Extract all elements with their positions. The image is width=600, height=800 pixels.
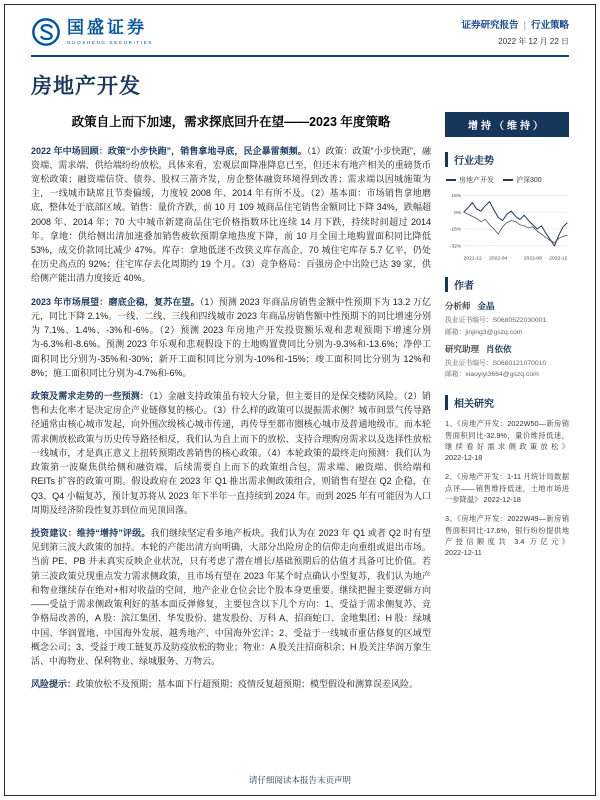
author-email: 邮箱：xiaoyiyi3664@gszq.com <box>445 371 539 378</box>
chart-legend <box>446 175 569 185</box>
report-date: 2022 年 12 月 22 日 <box>498 37 569 46</box>
author-row <box>445 300 569 312</box>
industry-trend-chart <box>445 188 569 262</box>
industry-trend-title: 行业走势 <box>445 152 569 167</box>
related-research-title: 相关研究 <box>445 395 569 410</box>
authors-title: 作者 <box>445 277 569 292</box>
author-role: 研究助理 <box>445 343 480 354</box>
paragraph-review-2022 <box>31 144 431 286</box>
paragraph-investment-advice <box>31 526 431 668</box>
legend-label: 房地产开发 <box>459 177 494 184</box>
rating-badge: 增持（维持） <box>445 112 569 137</box>
report-category: 行业策略 <box>530 20 569 31</box>
paragraph-lead: 风险提示： <box>31 679 77 690</box>
paragraph-text: 我们继续坚定看多地产板块。我们认为在 2023 年 Q1 或者 Q2 时有望见到第三波大政策的加持。本轮的产能出清方向明确，大部分出险房企的信仰走向重组或退出市场。当前 PE、PB 并未真实反映企业状况，只有考虑了潜在增长/基础预期后的估值才具备可比价值。若第三波政策兑现重点发力需求侧政策，且市场有望在 2023 年某个时点确认小型复苏，我们认为地产和物业继续存在绝对+相对收益的空间，地产企业仓位会比个股本身更重要。继续把握主要逻辑方向——受益于需求侧政策利好的基本面反弹修复，主要包含以下几个方向：1、受益于需求侧复苏、竞争格局改善的，A 股：滨江集团、华发股份、建发股份、万科 A、招商蛇口、金地集团；H 股：绿城中国、华润置地、中国海外发展、越秀地产、中国海外宏洋；2、受益于一线城市重估修复的区域型概念公司；3、受益于竣工链复苏及防疫放松的物业；物业：A 股关注招商积余；H 股关注华润万象生活、中海物业、保利物业、绿城服务、万物云。 <box>31 527 432 666</box>
paragraph-text: 政策放松不及预期；基本面下行超预期；疫情反复超预期；模型假设和测算误差风险。 <box>76 679 419 690</box>
research-text: 1、《房地产开发：2022W50—新房销售面积同比-32.9%，量价维持低迷，继续看好需求侧政策放松》 <box>445 419 569 451</box>
research-date: 2022-12-18 <box>483 494 521 504</box>
author-assistant <box>445 343 569 380</box>
svg-text:-32%: -32% <box>449 244 462 250</box>
guosheng-logo <box>31 17 153 47</box>
svg-text:2022-08: 2022-08 <box>523 256 542 262</box>
legend-swatch-csi300 <box>503 179 513 181</box>
related-research-item <box>445 418 569 463</box>
legend-label: 沪深300 <box>516 177 542 184</box>
related-research-item <box>445 471 569 505</box>
author-name: 肖依依 <box>486 343 512 354</box>
legend-item-csi300 <box>503 175 542 185</box>
author-cert: 执业证书编号：S0680522030001 <box>445 317 547 325</box>
author-cert: 执业证书编号：S0680121070010 <box>445 359 547 367</box>
paragraph-lead: 政策及需求走势的一些预测： <box>31 391 149 401</box>
author-email: 邮箱：jinjing3@gszq.com <box>445 328 523 336</box>
svg-text:16%: 16% <box>451 194 462 200</box>
legend-item-real-estate <box>446 175 494 185</box>
divider: | <box>523 20 526 31</box>
paragraph-text: （1）预测 2023 年商品房销售金额中性预期下为 13.2 万亿元，同比下降 2.1%。一线、二线、三线和四线城市 2023 年商品房销售额中性预期下的同比增速分别为 7.1%、1.4%、-3%和-6%。（2）预测 2023 年房地产开发投资额乐观和悲观预期下增速分别为-6.3%和-8.6%。预测 2023 年乐观和悲观假设下的土地购置费同比分别为-9.3%和-13.6%；净停工面积同比分别为-35%和-30%；新开工面积同比分别为-10%和-15%；竣工面积同比分别为 12%和 8%；施工面积同比分别为-4.7%和-6%。 <box>31 296 432 378</box>
paragraph-outlook-2023 <box>31 295 431 380</box>
author-role: 分析师 <box>445 301 471 312</box>
report-subtitle: 政策自上而下加速，需求探底回升在望——2023 年度策略 <box>71 115 391 129</box>
svg-text:2022-12: 2022-12 <box>549 256 568 262</box>
footer-disclaimer: 请仔细阅读本报告末页声明 <box>248 775 351 785</box>
paragraph-lead: 2022 年中场回顾：政策“小步快跑”，销售拿地寻底，民企暴雷频频。 <box>31 145 307 156</box>
research-text: 2、《房地产开发：1-11 月统计局数据点评——销售维持低迷，土地市场进一步降温》 <box>445 472 569 504</box>
related-research-item <box>445 513 569 558</box>
logo-text: 国盛证券 <box>67 18 147 38</box>
legend-swatch-real-estate <box>446 179 456 181</box>
paragraph-lead: 2023 年市场展望：磨底企稳，复苏在望。 <box>31 296 200 307</box>
paragraph-risk-warning <box>31 677 431 691</box>
paragraph-lead: 投资建议：维持“增持”评级。 <box>31 527 151 538</box>
main-column <box>31 110 431 700</box>
paragraph-text: （1）政策：政策“小步快跑”，融资端、需求端、供给端纷纷放松。具体来看，宏观层面降准降息已至，但还未有地产相关的重磅货币宽松政策；融资端信贷、债券、股权三箭齐发，房企整体融资环境得到改善；需求端以因城施策为主，一线城市缺席且节奏偏缓，力度较 2008 年、2014 年有所不及。（2）基本面：市场销售拿地磨底，整体处于底部区域。销售：量价齐跌，前 10 月 109 城商品住宅销售金额同比下降 34%，跌幅超 2008 年、2014 年；70 大中城市新建商品住宅价格指数环比连续 14 月下跌，持续时间超过 2014 年。拿地：供给侧出清加速叠加销售疲软预期拿地热度下降，前 10 月全国土地购置面积同比降低 53%，成交价款同比减少 47%。库存：拿地低迷不改狭义库存高企，70 城住宅库存 5.7 亿平，仍处在历史高点的 92%；住宅库存去化周期约 19 个月。（3）竞争格局：百强房企中出险已达 39 家，供给侧产能出清力度接近 40%。 <box>31 145 431 284</box>
author-row <box>445 343 569 355</box>
report-type: 证券研究报告 <box>461 20 519 31</box>
logo-subtext: GUOSHENG SECURITIES <box>67 39 154 45</box>
research-date: 2022-12-18 <box>445 453 483 463</box>
report-header <box>31 17 569 57</box>
logo-text-block <box>67 19 153 45</box>
page-title: 房地产开发 <box>31 75 141 98</box>
paragraph-text: （1）金融支持政策虽有较大分量，但主要目的是保交楼防风险。（2）销售和去化率才是决定房企产业链修复的核心。（3）什么样的政策可以提振需求侧？城市间景气传导路径通常由核心城市发起，向外围次级核心城市传递，再传导至都市圈核心城市及普通地级市。而本轮需求侧放松政策与历史传导路径相反，我们认为自上而下的放松、支持合理购房需求以及选择性放松一线城市，才是真正意义上扭转预期改善销售的核心政策。（4）本轮政策的最终走向预测：我们认为政策第一波聚焦供给侧和融资端，后续需要自上而下的政策组合包，需求端、融资端、供给端和 REITs 扩容的政策可期。假设政府在 2023 年 Q1 推出需求侧政策组合，则销售有望在 Q2 企稳，在 Q3、Q4 小幅复苏，预计复苏将从 2023 年下半年一直持续到 2024 年。而到 2025 年有可能因为人口周期及经济阶段性复苏到位而见顶回落。 <box>31 391 431 515</box>
content <box>31 110 569 700</box>
header-meta <box>462 17 570 47</box>
author-analyst <box>445 300 569 337</box>
svg-text:-16%: -16% <box>449 227 462 233</box>
report-type-line <box>462 17 570 31</box>
report-page <box>4 4 596 796</box>
svg-text:2021-12: 2021-12 <box>463 256 482 262</box>
guosheng-logo-icon <box>31 17 61 47</box>
svg-text:2022-04: 2022-04 <box>489 256 508 262</box>
svg-text:0%: 0% <box>454 210 462 216</box>
author-name: 金晶 <box>477 301 495 312</box>
sidebar <box>445 110 569 700</box>
research-text: 3、《房地产开发：2022W49—新房销售面积同比-17.6%，银行纷纷提供地产授信额度共 3.4 万亿元》 <box>445 514 569 546</box>
research-date: 2022-12-11 <box>445 548 482 558</box>
paragraph-policy-forecast <box>31 389 431 517</box>
